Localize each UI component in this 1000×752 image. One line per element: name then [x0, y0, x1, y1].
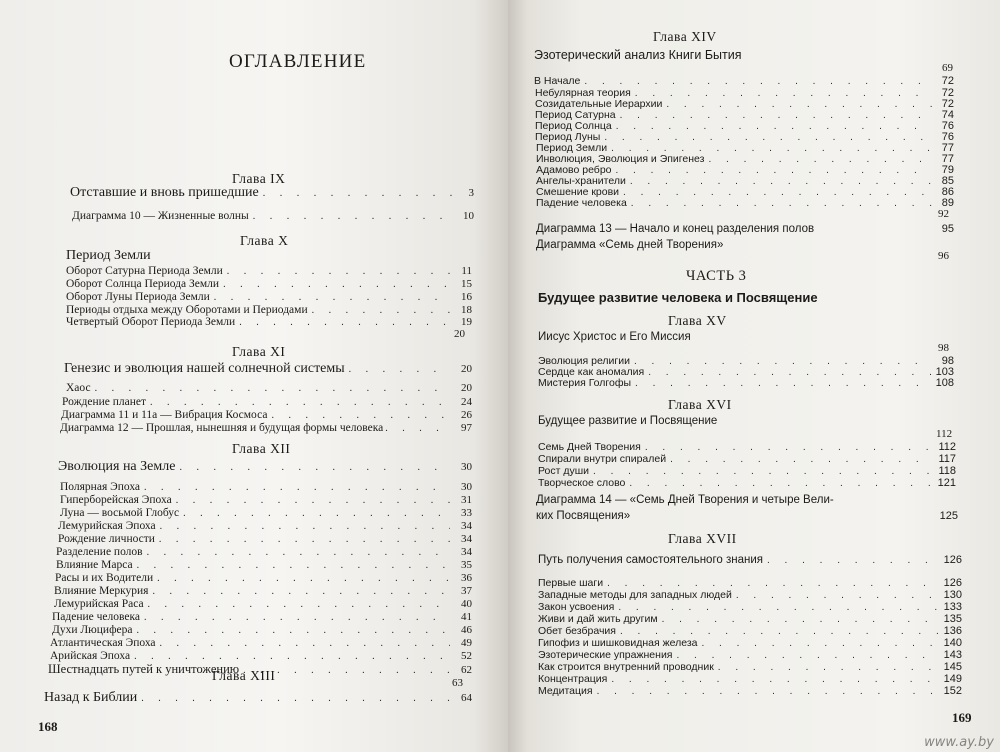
toc-entry: Гипофиз и шишковидная железа . . . 140 — [538, 637, 962, 650]
toc-entry: Полярная Эпоха . . . 30 — [60, 481, 472, 494]
toc-entry: Оборот Луны Периода Земли . . . 16 — [66, 291, 472, 304]
toc-entry: Диаграмма 13 — Начало и конец разделения полов 95 — [536, 223, 954, 235]
toc-entry: Духи Люцифера . . . 46 — [52, 624, 472, 637]
toc-entry: Оборот Солнца Периода Земли . . . 15 — [66, 278, 472, 291]
toc-entry: Живи и дай жить другим . . . 135 — [538, 613, 962, 626]
toc-entry: Путь получения самостоятельного знания . . . 126 — [538, 553, 962, 568]
toc-entry: Творческое слово . . . 121 — [538, 477, 956, 490]
toc-entry: Эволюция на Земле . . . 30 — [58, 459, 472, 476]
toc-entry: Небулярная теория . . . 72 — [535, 87, 954, 100]
toc-entry: Хаос . . . 20 — [66, 382, 472, 395]
toc-page-number: 112 — [936, 428, 953, 440]
toc-entry: ких Посвящения» 125 — [536, 510, 958, 522]
chapter-heading: Глава X — [240, 233, 289, 248]
toc-entry: Лемурийская Эпоха . . . 34 — [58, 520, 472, 533]
toc-entry: Периоды отдыха между Оборотами и Периодами . . . 18 — [66, 304, 472, 317]
toc-entry: Диаграмма 10 — Жизненные волны . . . 10 — [72, 210, 474, 223]
chapter-heading: Глава XIV — [653, 29, 717, 44]
toc-entry: Шестнадцать путей к уничтожению . . . 62 — [48, 662, 472, 678]
toc-page-number: 98 — [938, 342, 949, 354]
chapter-heading: Глава XIII — [212, 668, 276, 683]
watermark: www.ay.by — [924, 735, 994, 750]
chapter-heading: Глава XII — [232, 441, 291, 456]
toc-entry: В Начале . . . 72 — [534, 75, 954, 88]
toc-entry: Рождение планет . . . 24 — [62, 396, 472, 409]
toc-entry: Период Солнца . . . 76 — [535, 120, 954, 133]
part-subheading: Будущее развитие человека и Посвящение — [538, 290, 818, 305]
toc-entry: Разделение полов . . . 34 — [56, 546, 472, 559]
toc-entry: Будущее развитие и Посвящение — [538, 415, 718, 427]
toc-entry: Созидательные Иерархии . . . 72 — [535, 98, 954, 111]
toc-entry: Арийская Эпоха . . . 52 — [50, 650, 472, 663]
toc-entry: Смешение крови . . . 86 — [536, 186, 954, 199]
toc-entry: Четвертый Оборот Периода Земли . . . 19 — [66, 316, 472, 329]
toc-entry: Диаграмма 11 и 11а — Вибрация Космоса . . . 26 — [61, 409, 472, 422]
toc-entry: Период Сатурна . . . 74 — [535, 109, 954, 122]
toc-entry: Лемурийская Раса . . . 40 — [54, 598, 472, 611]
chapter-heading: Глава XI — [232, 344, 286, 359]
toc-entry: Диаграмма «Семь дней Творения» — [536, 239, 724, 251]
toc-entry: Иисус Христос и Его Миссия — [538, 331, 691, 343]
toc-entry: Влияние Марса . . . 35 — [56, 559, 472, 572]
toc-entry: Адамово ребро . . . 79 — [536, 164, 954, 177]
toc-entry: Падение человека . . . 89 — [536, 197, 954, 210]
chapter-heading: Глава IX — [232, 171, 286, 186]
toc-page-number: 92 — [938, 208, 949, 220]
part-heading: ЧАСТЬ 3 — [686, 268, 747, 284]
toc-entry: Медитация . . . 152 — [538, 685, 962, 698]
toc-entry: Период Земли . . . 77 — [536, 142, 954, 155]
toc-entry: Гиперборейская Эпоха . . . 31 — [60, 494, 472, 507]
toc-entry: Семь Дней Творения . . . 112 — [538, 441, 956, 454]
toc-entry: Эзотерические упражнения . . . 143 — [538, 649, 962, 662]
toc-entry: Как строится внутренний проводник . . . 145 — [538, 661, 962, 674]
toc-entry: Спирали внутри спиралей . . . 117 — [538, 453, 956, 466]
toc-page-number: 69 — [942, 62, 953, 74]
page-number-left: 168 — [38, 719, 58, 734]
toc-entry: Обет безбрачия . . . 136 — [538, 625, 962, 638]
toc-entry: Диаграмма 14 — «Семь Дней Творения и четыре Вели- — [536, 494, 834, 506]
toc-entry: Мистерия Голгофы . . . 108 — [538, 377, 954, 390]
toc-entry: Инволюция, Эволюция и Эпигенез . . . 77 — [536, 153, 954, 166]
toc-entry: Период Земли — [66, 248, 151, 263]
toc-entry: Атлантическая Эпоха . . . 49 — [50, 637, 472, 650]
toc-entry: Сердце как аномалия . . . 103 — [538, 366, 954, 379]
toc-entry: Луна — восьмой Глобус . . . 33 — [60, 507, 472, 520]
toc-title: ОГЛАВЛЕНИЕ — [229, 51, 367, 72]
page-number-right: 169 — [952, 710, 972, 725]
toc-entry: Рождение личности . . . 34 — [58, 533, 472, 546]
toc-page-number: 63 — [452, 677, 463, 689]
chapter-heading: Глава XVII — [668, 531, 737, 546]
toc-entry: Период Луны . . . 76 — [535, 131, 954, 144]
toc-entry: Оборот Сатурна Периода Земли . . . 11 — [66, 265, 472, 278]
right-page — [508, 0, 1000, 752]
toc-entry: Диаграмма 12 — Прошлая, нынешняя и будущая формы человека . . . 97 — [60, 422, 472, 435]
toc-entry: Влияние Меркурия . . . 37 — [54, 585, 472, 598]
chapter-heading: Глава XVI — [668, 397, 732, 412]
toc-entry: Первые шаги . . . 126 — [538, 577, 962, 590]
toc-entry: Западные методы для западных людей . . . 130 — [538, 589, 962, 602]
toc-entry: Закон усвоения . . . 133 — [538, 601, 962, 614]
toc-entry: Отставшие и вновь пришедшие . . . 3 — [70, 185, 474, 202]
toc-entry: Генезис и эволюция нашей солнечной системы . . . 20 — [64, 361, 472, 378]
chapter-heading: Глава XV — [668, 313, 727, 328]
toc-page-number: 96 — [938, 250, 949, 262]
toc-entry: Эволюция религии . . . 98 — [538, 355, 954, 368]
toc-entry: Расы и их Водители . . . 36 — [55, 572, 472, 585]
toc-entry: Концентрация . . . 149 — [538, 673, 962, 686]
toc-entry: Назад к Библии . . . 64 — [44, 690, 472, 707]
toc-entry: Рост души . . . 118 — [538, 465, 956, 478]
toc-entry: Ангелы-хранители . . . 85 — [536, 175, 954, 188]
toc-entry: Падение человека . . . 41 — [52, 611, 472, 624]
toc-entry: Эзотерический анализ Книги Бытия — [534, 48, 742, 62]
toc-page-number: 20 — [454, 328, 465, 340]
